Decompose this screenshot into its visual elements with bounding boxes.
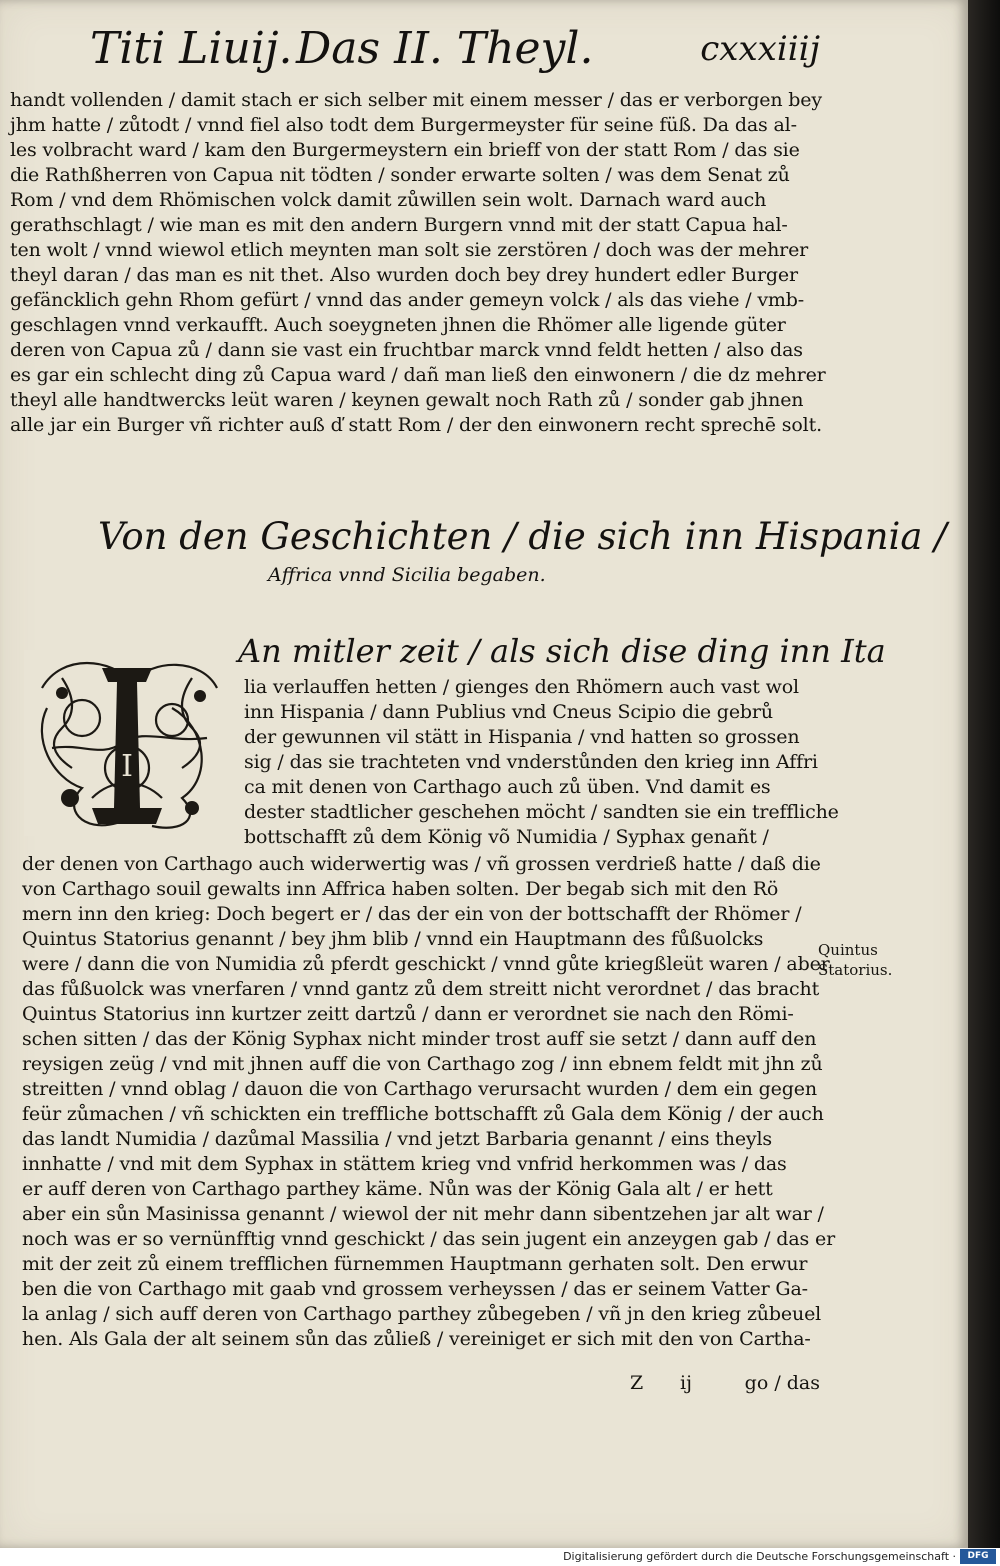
text-line: die Rathßherren von Capua nit tödten / sonder erwarte solten / was dem Senat zů <box>10 164 790 186</box>
text-line: streitten / vnnd oblag / dauon die von Carthago verursacht wurden / dem ein gegen <box>22 1078 817 1100</box>
text-line: theyl alle handtwercks leüt waren / keynen gewalt noch Rath zů / sonder gab jhnen <box>10 389 804 411</box>
header-title-middle: Das II. Theyl. <box>296 23 594 74</box>
signature-mark: Z <box>630 1372 644 1394</box>
text-line: dester stadtlicher geschehen möcht / sandten sie ein treffliche <box>244 801 839 823</box>
signature-number: ij <box>680 1372 692 1394</box>
text-line: ten wolt / vnnd wiewol etlich meynten man solt sie zerstören / doch was der mehrer <box>10 239 809 261</box>
section-subheading: Affrica vnnd Sicilia begaben. <box>268 564 546 586</box>
text-line: were / dann die von Numidia zů pferdt geschickt / vnnd gůte kriegßleüt waren / aber <box>22 953 830 975</box>
text-line: das landt Numidia / dazůmal Massilia / vnd jetzt Barbaria genannt / eins theyls <box>22 1128 773 1150</box>
header-title-left: Titi Liuij. <box>90 23 293 74</box>
text-line: gerathschlagt / wie man es mit den andern Burgern vnnd mit der statt Capua hal- <box>10 214 788 236</box>
text-line: feür zůmachen / vñ schickten ein treffliche bottschafft zů Gala dem König / der auch <box>22 1103 824 1125</box>
text-line: ca mit denen von Carthago auch zů üben. Vnd damit es <box>244 776 771 798</box>
text-line: mit der zeit zů einem trefflichen fürnemmen Hauptmann gerhaten solt. Den erwur <box>22 1253 808 1275</box>
text-line: das fůßuolck was vnerfaren / vnnd gantz zů dem streitt nicht verordnet / das bracht <box>22 978 820 1000</box>
text-line: la anlag / sich auff deren von Carthago parthey zůbegeben / vñ jn den krieg zůbeuel <box>22 1303 822 1325</box>
text-line: Rom / vnd dem Rhömischen volck damit zůwillen sein wolt. Darnach ward auch <box>10 189 767 211</box>
text-line: les volbracht ward / kam den Burgermeystern ein brieff von der statt Rom / das sie <box>10 139 800 161</box>
text-line: es gar ein schlecht ding zů Capua ward / dañ man ließ den einwonern / die dz mehrer <box>10 364 826 386</box>
text-line: sig / das sie trachteten vnd vnderstůnden den krieg inn Affri <box>244 751 818 773</box>
text-line: jhm hatte / zůtodt / vnnd fiel also todt dem Burgermeyster für seine füß. Da das al- <box>10 114 797 136</box>
dfg-logo-icon: DFG <box>960 1549 996 1564</box>
section-heading: Von den Geschichten / die sich inn Hispania / <box>98 515 947 558</box>
text-line: bottschafft zů dem König võ Numidia / Syphax genañt / <box>244 826 769 848</box>
running-header <box>90 18 820 80</box>
decorated-initial-icon <box>22 648 227 838</box>
text-line: noch was er so vernünfftig vnnd geschickt / das sein jugent ein anzeygen gab / das er <box>22 1228 836 1250</box>
text-line: Quintus Statorius genannt / bey jhm blib / vnnd ein Hauptmann des fůßuolcks <box>22 928 764 950</box>
text-line: reysigen zeüg / vnd mit jhnen auff die von Carthago zog / inn ebnem feldt mit jhn zů <box>22 1053 823 1075</box>
text-line: gefäncklich gehn Rhom gefürt / vnnd das ander gemeyn volck / als das viehe / vmb- <box>10 289 805 311</box>
footer-credit: Digitalisierung gefördert durch die Deutsche Forschungsgemeinschaft · <box>563 1550 956 1563</box>
margin-note-line: Statorius. <box>818 961 893 979</box>
text-line: ben die von Carthago mit gaab vnd grossem verheyssen / das er seinem Vatter Ga- <box>22 1278 808 1300</box>
text-line: innhatte / vnd mit dem Syphax in stättem krieg vnd vnfrid herkommen was / das <box>22 1153 787 1175</box>
page-edge <box>968 0 1000 1548</box>
text-line: hen. Als Gala der alt seinem sůn das zůließ / vereiniget er sich mit den von Cartha- <box>22 1328 811 1350</box>
text-line: der denen von Carthago auch widerwertig was / vñ grossen verdrieß hatte / daß die <box>22 853 821 875</box>
text-line: der gewunnen vil stätt in Hispania / vnd hatten so grossen <box>244 726 800 748</box>
text-line: deren von Capua zů / dann sie vast ein fruchtbar marck vnnd feldt hetten / also das <box>10 339 803 361</box>
folio-number: cxxxiiij <box>700 29 820 69</box>
text-line: er auff deren von Carthago parthey käme. Nůn was der König Gala alt / er hett <box>22 1178 773 1200</box>
text-line: aber ein sůn Masinissa genannt / wiewol der nit mehr dann sibentzehen jar alt war / <box>22 1203 824 1225</box>
text-line: Quintus Statorius inn kurtzer zeitt dartzů / dann er verordnet sie nach den Römi- <box>22 1003 794 1025</box>
initial-letter: I <box>121 749 133 784</box>
text-line: alle jar ein Burger vñ richter auß ď statt Rom / der den einwonern recht sprechē solt. <box>10 414 822 436</box>
text-line: von Carthago souil gewalts inn Affrica haben solten. Der begab sich mit den Rö <box>22 878 779 900</box>
chapter-first-line: An mitler zeit / als sich dise ding inn Ita <box>238 632 886 670</box>
catchword: go / das <box>744 1372 820 1394</box>
text-line: schen sitten / das der König Syphax nicht minder trost auff sie setzt / dann auff den <box>22 1028 817 1050</box>
text-line: inn Hispania / dann Publius vnd Cneus Scipio die gebrů <box>244 701 773 723</box>
text-line: geschlagen vnnd verkaufft. Auch soeygneten jhnen die Rhömer alle ligende güter <box>10 314 786 336</box>
text-line: mern inn den krieg: Doch begert er / das der ein von der bottschafft der Rhömer / <box>22 903 802 925</box>
text-line: theyl daran / das man es nit thet. Also wurden doch bey drey hundert edler Burger <box>10 264 798 286</box>
text-line: handt vollenden / damit stach er sich selber mit einem messer / das er verborgen bey <box>10 89 822 111</box>
text-line: lia verlauffen hetten / gienges den Rhömern auch vast wol <box>244 676 799 698</box>
margin-note-line: Quintus <box>818 941 878 959</box>
